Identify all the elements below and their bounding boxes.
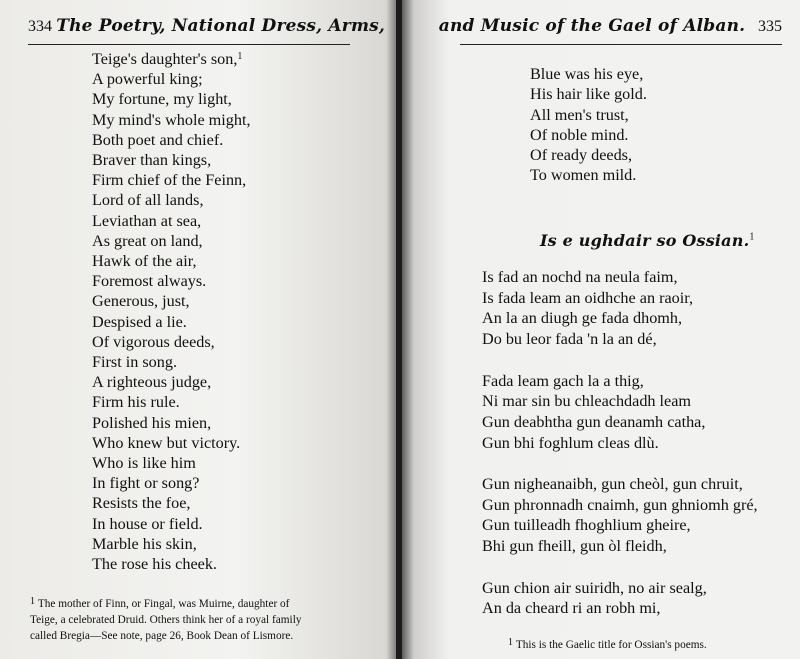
verse-line: Firm his rule.	[92, 393, 180, 412]
verse-line: Foremost always.	[92, 272, 207, 291]
left-running-head	[28, 16, 385, 36]
verse-line: Of noble mind.	[530, 125, 629, 144]
verse-line: My fortune, my light,	[92, 90, 232, 109]
verse-line: Ni mar sin bu chleachdadh leam	[482, 392, 692, 411]
stanza-break	[482, 350, 758, 371]
verse-line: Firm chief of the Feinn,	[92, 171, 247, 190]
right-page	[402, 0, 800, 659]
verse-line: Is fada leam an oidhche an raoir,	[482, 288, 694, 307]
verse-line: Gun phronnadh cnaimh, gun ghniomh gré,	[482, 495, 758, 514]
verse-line: In fight or song?	[92, 474, 200, 493]
right-header-rule	[460, 44, 782, 45]
verse-line: Braver than kings,	[92, 151, 212, 170]
left-footnote	[30, 596, 360, 644]
left-page-number: 334	[28, 18, 52, 35]
verse-line: Gun bhi foghlum cleas dlù.	[482, 433, 659, 452]
left-verse	[92, 49, 251, 574]
verse-line: Blue was his eye,	[530, 65, 644, 83]
verse-line: Resists the foe,	[92, 494, 191, 513]
footnote-mark: 1	[749, 231, 755, 243]
footnote-mark: 1	[508, 637, 513, 648]
verse-line: Bhi gun fheill, gun òl fleidh,	[482, 537, 667, 556]
verse-line: An la an diugh ge fada dhomh,	[482, 309, 683, 328]
verse-line: His hair like gold.	[530, 85, 647, 104]
verse-line: Marble his skin,	[92, 534, 197, 553]
verse-line: Of vigorous deeds,	[92, 332, 215, 351]
verse-line: Gun chion air suiridh, no air sealg,	[482, 578, 707, 597]
footnote-text: This is the Gaelic title for Ossian's poems.	[515, 639, 707, 651]
right-page-number: 335	[758, 18, 782, 35]
footnote-mark: 1	[237, 51, 243, 62]
footnote-line: Teige, a celebrated Druid. Others think her of a royal family	[30, 614, 302, 626]
footnote-mark: 1	[30, 596, 35, 607]
verse-line: My mind's whole might,	[92, 110, 251, 129]
footnote-line: called Bregia—See note, page 26, Book Dean of Lismore.	[30, 630, 294, 642]
verse-line: Generous, just,	[92, 292, 190, 311]
verse-line: Is fad an nochd na neula faim,	[482, 268, 678, 286]
right-footnote	[508, 637, 707, 653]
verse-line: Gun deabhtha gun deanamh catha,	[482, 412, 706, 431]
left-running-title: The Poetry, National Dress, Arms,	[56, 16, 386, 36]
verse-line: Lord of all lands,	[92, 191, 204, 210]
right-running-head	[439, 16, 782, 36]
verse-line: As great on land,	[92, 231, 203, 250]
left-header-rule	[28, 44, 350, 45]
verse-line: Teige's daughter's son,$^1$	[92, 50, 243, 68]
verse-line: Of ready deeds,	[530, 146, 633, 165]
right-verse-continued	[530, 64, 647, 186]
stanza-break	[482, 453, 758, 474]
section-title: Is e ughdair so Ossian.$^1$	[540, 231, 755, 250]
verse-line: Despised a lie.	[92, 312, 187, 331]
gaelic-verse	[482, 267, 758, 619]
verse-line: Who is like him	[92, 454, 196, 473]
verse-line: A powerful king;	[92, 70, 203, 89]
verse-line: All men's trust,	[530, 105, 629, 124]
verse-line: To women mild.	[530, 166, 637, 185]
verse-line: Fada leam gach la a thig,	[482, 371, 644, 390]
verse-line: Gun nigheanaibh, gun cheòl, gun chruit,	[482, 475, 743, 493]
verse-line: Who knew but victory.	[92, 433, 241, 452]
verse-line: Hawk of the air,	[92, 252, 197, 271]
verse-line: Gun tuilleadh fhoghlium gheire,	[482, 516, 691, 535]
verse-line: The rose his cheek.	[92, 555, 217, 574]
right-running-title: and Music of the Gael of Alban.	[438, 16, 746, 36]
stanza-break	[482, 557, 758, 578]
footnote-line: The mother of Finn, or Fingal, was Muirne, daughter of	[37, 598, 290, 610]
verse-line: Both poet and chief.	[92, 130, 224, 149]
verse-line: In house or field.	[92, 514, 203, 533]
verse-line: Leviathan at sea,	[92, 211, 202, 230]
verse-line: Do bu leor fada 'n la an dé,	[482, 330, 657, 349]
verse-line: A righteous judge,	[92, 373, 212, 392]
verse-line: Polished his mien,	[92, 413, 212, 432]
verse-line: An da cheard ri an robh mi,	[482, 599, 661, 618]
left-page	[0, 0, 398, 659]
verse-line: First in song.	[92, 353, 178, 372]
